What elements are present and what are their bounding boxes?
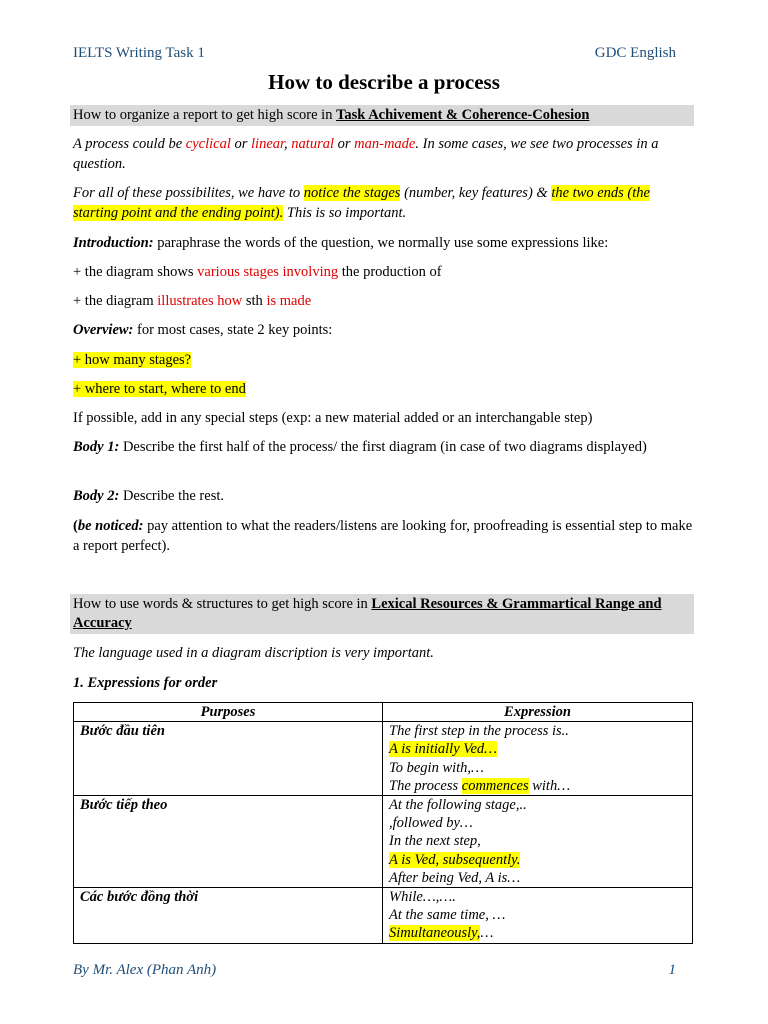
purpose-cell: Bước tiếp theo — [74, 796, 383, 888]
expression-cell — [383, 722, 693, 796]
column-header-purposes: Purposes — [74, 703, 383, 722]
table-row — [74, 796, 693, 888]
expr1-red: various stages involving — [197, 264, 339, 280]
expression-line: At the same time, … — [389, 907, 506, 924]
p1-comma: , — [284, 136, 292, 152]
overview-point-1 — [73, 350, 693, 370]
expression-line — [389, 777, 686, 795]
p1-linear: linear — [251, 136, 285, 152]
expr1-a: + the diagram shows — [73, 264, 198, 280]
footer-author: By Mr. Alex (Phan Anh) — [73, 962, 217, 978]
p1-or1: or — [230, 136, 252, 152]
p2-text-a: For all of these possibilites, we have to — [73, 185, 304, 201]
point2-text: + where to start, where to end — [73, 381, 246, 397]
expression-line: To begin with,… — [389, 759, 484, 776]
body1-label: Body 1: — [73, 439, 120, 455]
notice-label: be noticed: — [77, 518, 144, 534]
expression-highlight: A is Ved, subsequently. — [389, 851, 521, 868]
overview-text: for most cases, state 2 key points: — [133, 322, 333, 338]
p1-cyclical: cyclical — [185, 136, 231, 152]
header-right: GDC English — [594, 45, 676, 61]
p1-rest: . In some cases, we see two processes in a question. — [73, 136, 659, 172]
expressions-heading: 1. Expressions for order — [73, 675, 218, 691]
p2-text-b: (number, key features) & — [400, 185, 552, 201]
body2-text: Describe the rest. — [119, 488, 224, 504]
column-header-expression: Expression — [383, 703, 693, 722]
overview-point-2 — [73, 379, 693, 399]
notice-paragraph — [73, 516, 693, 556]
point1-text: + how many stages? — [73, 352, 192, 368]
language-intro: The language used in a diagram discription is very important. — [73, 645, 434, 661]
expr1-b: the production of — [338, 264, 442, 280]
body1-text: Describe the first half of the process/ the first diagram (in case of two diagrams displayed) — [119, 439, 647, 455]
notice-text: pay attention to what the readers/listens are looking for, proofreading is essential step to make a report perfect). — [73, 518, 693, 554]
header-left: IELTS Writing Task 1 — [73, 45, 205, 61]
expression-cell — [383, 796, 693, 888]
purpose-cell: Bước đầu tiên — [74, 722, 383, 796]
expression-text-after: with… — [528, 777, 571, 794]
body2-label: Body 2: — [73, 488, 120, 504]
expression-text-after: … — [480, 925, 494, 942]
special-steps-paragraph: If possible, add in any special steps (exp: a new material added or an interchangable step) — [73, 410, 593, 426]
section2-band-prefix: How to use words & structures to get high score in — [73, 596, 372, 612]
section1-band-prefix: How to organize a report to get high score in — [73, 107, 337, 123]
expr2-b: sth — [242, 293, 267, 309]
expression-highlight: commences — [461, 777, 529, 794]
introduction-text: paraphrase the words of the question, we normally use some expressions like: — [153, 235, 609, 251]
expression-line: The first step in the process is.. — [389, 723, 569, 740]
expression-line: At the following stage,.. — [389, 797, 527, 814]
expression-line — [389, 924, 686, 942]
stages-paragraph — [73, 183, 693, 223]
expression-line-1 — [73, 262, 693, 282]
expression-line: After being Ved, A is… — [389, 869, 521, 886]
expression-highlight: Simultaneously, — [389, 925, 481, 942]
section2-band — [70, 594, 694, 634]
section1-band-bold: Task Achivement & Coherence-Cohesion — [336, 107, 590, 123]
expr2-a: + the diagram — [73, 293, 158, 309]
purpose-cell: Các bước đồng thời — [74, 888, 383, 944]
page-number: 1 — [668, 962, 676, 978]
table-row — [74, 888, 693, 944]
p1-manmade: man-made — [354, 136, 416, 152]
p1-natural: natural — [291, 136, 334, 152]
overview-label: Overview: — [73, 322, 134, 338]
expressions-table — [73, 702, 693, 944]
process-types-paragraph — [73, 134, 693, 174]
expression-line: ,followed by… — [389, 815, 473, 832]
table-row — [74, 722, 693, 796]
expression-highlight: A is initially Ved… — [389, 741, 498, 758]
expression-line — [389, 851, 686, 869]
expression-line — [389, 740, 686, 758]
expression-line-2 — [73, 291, 693, 311]
body1-paragraph — [73, 437, 693, 457]
p1-text-a: A process could be — [73, 136, 186, 152]
table-header-row — [74, 703, 693, 722]
expression-line: While…,…. — [389, 889, 456, 906]
introduction-label: Introduction: — [73, 235, 154, 251]
expr2-red2: is made — [266, 293, 312, 309]
overview-paragraph — [73, 320, 693, 340]
p2-highlight-ends: the two ends (the starting point and the ending point). — [73, 185, 650, 221]
body2-paragraph — [73, 486, 693, 506]
expression-text: The process — [389, 777, 462, 794]
p2-text-c: This is so important. — [283, 205, 407, 221]
introduction-paragraph — [73, 233, 693, 253]
expr2-red1: illustrates how — [157, 293, 243, 309]
notice-open-paren: ( — [73, 518, 78, 534]
p1-or2: or — [334, 136, 355, 152]
page-title: How to describe a process — [268, 70, 500, 94]
section1-band — [70, 105, 694, 126]
section2-band-bold: Lexical Resources & Grammartical Range and Accuracy — [73, 596, 662, 631]
expression-line: In the next step, — [389, 833, 481, 850]
p2-highlight-stages: notice the stages — [303, 185, 401, 201]
expression-cell — [383, 888, 693, 944]
